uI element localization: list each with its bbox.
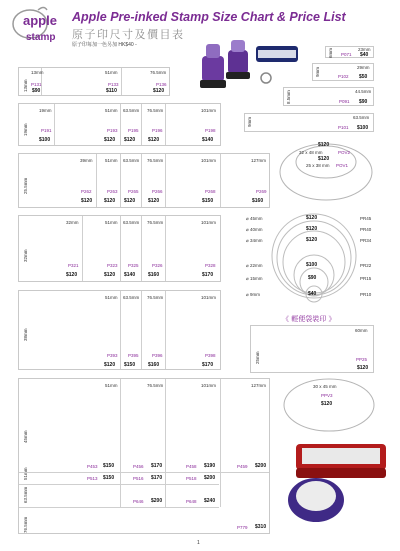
price: $120 xyxy=(306,226,318,232)
product-code: PR10 xyxy=(360,292,372,297)
row-height-label: 9mm xyxy=(315,67,320,77)
price: $160 xyxy=(148,272,160,278)
product-code: PR22 xyxy=(360,263,372,268)
stamp-6mm xyxy=(325,46,374,58)
price: $120 xyxy=(124,137,136,143)
brand-logo xyxy=(8,6,66,50)
page-number: 1 xyxy=(197,540,200,546)
product-code: P516 xyxy=(133,476,144,481)
product-code: P325 xyxy=(128,263,139,268)
extra-color-note: 原子印每加一色另加 HK$40 - xyxy=(72,42,137,48)
product-code: P193 xyxy=(107,128,118,133)
product-code: P328 xyxy=(205,263,216,268)
price: $120 xyxy=(306,215,318,221)
width-label: 19mm xyxy=(39,108,52,113)
price: $120 xyxy=(148,198,160,204)
price: $40 xyxy=(308,291,317,297)
stamp-9mm xyxy=(312,63,374,81)
width-label: 51mm xyxy=(105,108,118,113)
price: $310 xyxy=(255,524,267,530)
row-height-label: 76.5mm xyxy=(23,516,28,533)
product-code: P646 xyxy=(133,499,144,504)
product-code: PR45 xyxy=(360,216,372,221)
price: $150 xyxy=(103,463,115,469)
stamp-row-32mm xyxy=(18,215,221,282)
product-code: P459 xyxy=(237,464,248,469)
width-label: 13mm xyxy=(31,70,44,75)
width-label: 63.5mm xyxy=(123,220,140,225)
row-height-label: 45mm xyxy=(23,430,28,443)
product-code: P071 xyxy=(341,52,352,57)
page-title: Apple Pre-inked Stamp Size Chart & Price List xyxy=(72,10,346,24)
width-label: 63.5mm xyxy=(123,108,140,113)
product-code: P263 xyxy=(107,189,118,194)
product-code: P321 xyxy=(68,263,79,268)
price: $120 xyxy=(66,272,78,278)
product-code: PR34 xyxy=(360,238,372,243)
product-code: P779 xyxy=(237,525,248,530)
row-height-label: 63.5mm xyxy=(23,486,28,503)
product-code: PR15 xyxy=(360,276,372,281)
price: $120 xyxy=(148,137,160,143)
price: $150 xyxy=(103,475,115,481)
row-height-label: 6mm xyxy=(328,48,333,58)
width-label: 39mm xyxy=(80,158,93,163)
price: $170 xyxy=(202,362,214,368)
stamp-9mm-wide xyxy=(244,113,374,132)
row-height-label: 9mm xyxy=(247,117,252,127)
product-code: P265 xyxy=(128,189,139,194)
product-code: P458 xyxy=(186,464,197,469)
row-height-label: 13mm xyxy=(23,79,28,92)
product-code: P456 xyxy=(133,464,144,469)
width-label: 76.5mm xyxy=(150,70,167,75)
width-label: 44.5mm xyxy=(355,89,372,94)
price: $140 xyxy=(202,137,214,143)
product-code: P396 xyxy=(152,353,163,358)
width-label: 32mm xyxy=(66,220,79,225)
product-code: P196 xyxy=(152,128,163,133)
product-code: P269 xyxy=(256,189,267,194)
product-code: POV2 xyxy=(338,150,351,155)
price: $100 xyxy=(39,137,51,143)
width-label: 101mm xyxy=(201,383,217,388)
stamp-row-19mm xyxy=(18,103,221,146)
stamp-row-38mm xyxy=(18,290,221,370)
price: $170 xyxy=(151,463,163,469)
product-code: P133 xyxy=(108,82,119,87)
stamp-row-13mm xyxy=(18,67,170,96)
product-code: P101 xyxy=(338,125,349,130)
row-height-label: 8.5mm xyxy=(286,90,291,104)
price: $150 xyxy=(124,362,136,368)
product-code: PPV3 xyxy=(321,393,333,398)
product-code: P191 xyxy=(41,128,52,133)
price: $90 xyxy=(359,99,368,105)
product-code: PP25 xyxy=(356,357,368,362)
price: $170 xyxy=(202,272,214,278)
price: $140 xyxy=(124,272,136,278)
price: $90 xyxy=(308,275,317,281)
product-code: P131 xyxy=(31,82,42,87)
price: $90 xyxy=(32,88,41,94)
product-code: P198 xyxy=(205,128,216,133)
page-subtitle: 原子印尺寸及價目表 xyxy=(72,28,185,41)
width-label: 63.5mm xyxy=(353,115,370,120)
product-code: P102 xyxy=(338,74,349,79)
oval-stamps xyxy=(278,138,378,202)
product-code: P136 xyxy=(156,82,167,87)
product-code: P513 xyxy=(87,476,98,481)
oval-size-label: 30 x 45 mm xyxy=(313,384,337,389)
width-label: 23mm xyxy=(358,47,371,52)
price: $200 xyxy=(255,463,267,469)
price: $120 xyxy=(104,272,116,278)
width-label: 76.5mm xyxy=(147,295,164,300)
product-code: PR40 xyxy=(360,227,372,232)
width-label: 51mm xyxy=(105,220,118,225)
price: $150 xyxy=(202,198,214,204)
product-code: P453 xyxy=(87,464,98,469)
price: $120 xyxy=(81,198,93,204)
price: $100 xyxy=(306,262,318,268)
brand-logo-bottom: stamp xyxy=(26,32,56,43)
product-code: P518 xyxy=(186,476,197,481)
price: $160 xyxy=(148,362,160,368)
width-label: 63.5mm xyxy=(123,295,140,300)
width-label: 51mm xyxy=(105,383,118,388)
product-code: P195 xyxy=(128,128,139,133)
product-code: P266 xyxy=(152,189,163,194)
width-label: 127mm xyxy=(251,158,267,163)
round-stamps xyxy=(246,212,376,308)
row-height-label: 25mm xyxy=(255,351,260,364)
width-label: 76.5mm xyxy=(147,158,164,163)
row-height-label: 25.5mm xyxy=(23,177,28,194)
price: $170 xyxy=(151,475,163,481)
width-label: 60mm xyxy=(355,328,368,333)
stamp-photo-bottom xyxy=(284,440,394,528)
price: $120 xyxy=(306,237,318,243)
width-label: 51mm xyxy=(105,295,118,300)
product-code: P091 xyxy=(339,99,350,104)
row-height-label: 19mm xyxy=(23,123,28,136)
width-label: 63.5mm xyxy=(123,158,140,163)
price: $120 xyxy=(104,198,116,204)
price: $40 xyxy=(360,52,369,58)
round-size-label: ⌀ 22mm xyxy=(246,263,263,268)
price: $200 xyxy=(204,475,216,481)
brand-logo-top: apple xyxy=(23,13,57,28)
width-label: 76.5mm xyxy=(147,108,164,113)
price: $120 xyxy=(124,198,136,204)
round-size-label: ⌀ 9mm xyxy=(246,292,260,297)
product-code: P395 xyxy=(128,353,139,358)
stamp-row-25mm xyxy=(18,153,270,208)
price: $240 xyxy=(204,498,216,504)
price: $120 xyxy=(104,362,116,368)
width-label: 51mm xyxy=(105,158,118,163)
product-code: P262 xyxy=(81,189,92,194)
portable-heading: 《 輕便袋裝印 》 xyxy=(282,315,336,323)
stamp-8-5mm xyxy=(283,87,374,106)
stamp-portable-25mm xyxy=(250,325,374,373)
product-code: P268 xyxy=(205,189,216,194)
width-label: 76.5mm xyxy=(147,220,164,225)
product-code: P326 xyxy=(152,263,163,268)
row-height-label: 51mm xyxy=(23,467,28,480)
row-height-label: 32mm xyxy=(23,249,28,262)
price: $190 xyxy=(204,463,216,469)
row-height-label: 38mm xyxy=(23,328,28,341)
width-label: 29mm xyxy=(357,65,370,70)
price: $100 xyxy=(357,125,369,131)
price: $120 xyxy=(318,156,330,162)
round-size-label: ⌀ 15mm xyxy=(246,276,263,281)
width-label: 101mm xyxy=(201,220,217,225)
width-label: 51mm xyxy=(105,70,118,75)
oval-size-label: 25 x 38 mm xyxy=(306,163,330,168)
price: $200 xyxy=(151,498,163,504)
price: $160 xyxy=(252,198,264,204)
product-code: POV1 xyxy=(336,163,349,168)
price: $120 xyxy=(104,137,116,143)
product-code: P398 xyxy=(205,353,216,358)
product-code: P323 xyxy=(107,263,118,268)
price: $120 xyxy=(357,365,369,371)
round-size-label: ⌀ 40mm xyxy=(246,227,263,232)
oval-stamp-ppv3 xyxy=(283,378,377,432)
width-label: 76.5mm xyxy=(147,383,164,388)
width-label: 127mm xyxy=(251,383,267,388)
price: $120 xyxy=(321,401,333,407)
width-label: 101mm xyxy=(201,108,217,113)
price: $120 xyxy=(318,142,330,148)
product-code: P648 xyxy=(186,499,197,504)
round-size-label: ⌀ 45mm xyxy=(246,216,263,221)
width-label: 101mm xyxy=(201,158,217,163)
oval-size-label: 32 x 48 mm xyxy=(299,150,323,155)
product-code: P393 xyxy=(107,353,118,358)
round-size-label: ⌀ 34mm xyxy=(246,238,263,243)
stamp-block-large xyxy=(18,378,270,534)
price: $50 xyxy=(359,74,368,80)
width-label: 101mm xyxy=(201,295,217,300)
price: $120 xyxy=(153,88,165,94)
price: $110 xyxy=(106,88,117,94)
